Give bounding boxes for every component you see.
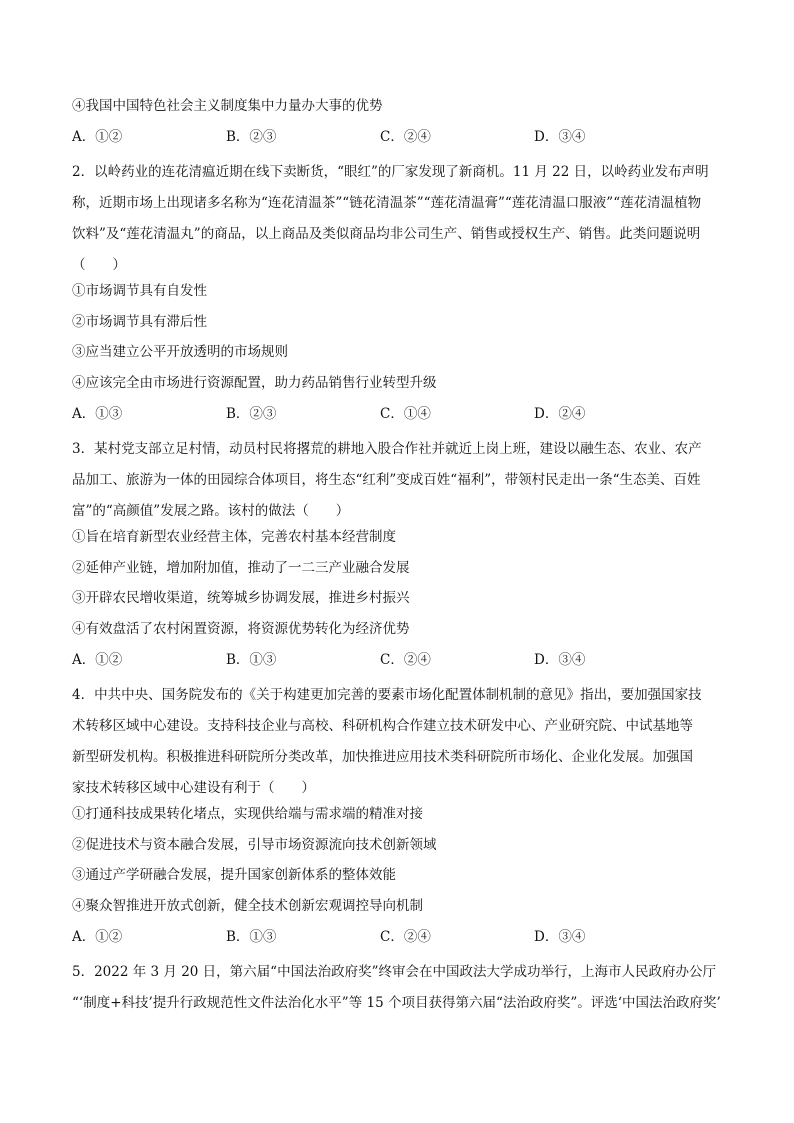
option-2: ②市场调节具有滞后性 [72,313,207,330]
choice-a[interactable]: A．①② [72,651,123,668]
stem-line: 称，近期市场上出现诸多名称为“连花清温茶”“链花清温茶”“莲花清温膏”“莲花清温口服液”“莲花清温植物 [72,195,702,212]
option-2: ②促进技术与资本融合发展，引导市场资源流向技术创新领域 [72,836,437,853]
stem-line: 3．某村党支部立足村情，动员村民将撂荒的耕地入股合作社并就近上岗上班，建设以融生态、农业、农产 [72,441,702,458]
question-list [72,96,732,1019]
choice-d[interactable]: D．③④ [534,651,586,668]
answer-choices [72,404,732,424]
question-stem [72,434,732,527]
stem-line: 5．2022 年 3 月 20 日，第六届“中国法治政府奖”终审会在中国政法大学成功举行，上海市人民政府办公厅 [72,964,716,981]
option-4: ④聚众智推进开放式创新，健全技术创新宏观调控导向机制 [72,897,423,914]
choice-c[interactable]: C．②④ [380,928,431,945]
choice-d[interactable]: D．③④ [534,128,586,145]
choice-b[interactable]: B．②③ [226,128,277,145]
option-2: ②延伸产业链，增加附加值，推动了一二三产业融合发展 [72,559,410,576]
stem-line: 饮料”及“莲花清温丸”的商品，以上商品及类似商品均非公司生产、销售或授权生产、销售。此类问题说明 [72,226,701,243]
option-3: ③通过产学研融合发展，提升国家创新体系的整体效能 [72,867,396,884]
option-4: ④有效盘活了农村闲置资源，将资源优势转化为经济优势 [72,620,410,637]
stem-line: 术转移区域中心建设。支持科技企业与高校、科研机构合作建立技术研发中心、产业研究院、中试基地等 [72,718,693,735]
stem-line: 新型研发机构。积极推进科研院所分类改革，加快推进应用技术类科研院所市场化、企业化发展。加强国 [72,749,693,766]
stem-line: （ ） [72,257,126,274]
choice-b[interactable]: B．①③ [226,651,277,668]
option-1: ①市场调节具有自发性 [72,283,207,300]
question-stem [72,157,732,281]
option-1: ①打通科技成果转化堵点，实现供给端与需求端的精准对接 [72,806,423,823]
question-5 [72,957,732,1019]
choice-b[interactable]: B．②③ [226,405,277,422]
choice-d[interactable]: D．②④ [534,405,586,422]
choice-a[interactable]: A．①② [72,128,123,145]
stem-line: 2．以岭药业的连花清瘟近期在线下卖断货，“眼红”的厂家发现了新商机。11 月 22 日，以岭药业发布声明 [72,164,709,181]
stem-line: 品加工、旅游为一体的田园综合体项目，将生态“红利”变成百姓“福利”，带领村民走出一条“生态美、百姓 [72,472,701,489]
option-1: ①旨在培育新型农业经营主体，完善农村基本经营制度 [72,529,396,546]
question-stem [72,957,732,1019]
question-2 [72,157,732,423]
stem-line: “‘制度+科技’提升行政规范性文件法治化水平”等 15 个项目获得第六届“法治政府奖”。评选‘中国法治政府奖’ [72,995,721,1012]
question-3 [72,434,732,669]
choice-a[interactable]: A．①② [72,928,123,945]
prev-option-4: ④我国中国特色社会主义制度集中力量办大事的优势 [72,98,383,114]
stem-line: 富”的“高颜值”发展之路。该村的做法（ ） [72,503,350,520]
answer-choices [72,650,732,670]
answer-choices [72,927,732,947]
question-stem [72,680,732,804]
choice-c[interactable]: C．②④ [380,651,431,668]
question-4 [72,680,732,946]
choice-d[interactable]: D．③④ [534,928,586,945]
stem-line: 家技术转移区域中心建设有利于（ ） [72,780,315,797]
choice-c[interactable]: C．①④ [380,405,431,422]
choice-a[interactable]: A．①③ [72,405,123,422]
option-3: ③开辟农民增收渠道，统筹城乡协调发展，推进乡村振兴 [72,590,410,607]
option-3: ③应当建立公平开放透明的市场规则 [72,344,288,361]
choice-c[interactable]: C．②④ [380,128,431,145]
prev-answer-choices [72,127,732,147]
stem-line: 4．中共中央、国务院发布的《关于构建更加完善的要素市场化配置体制机制的意见》指出，要加强国家技 [72,687,702,704]
option-4: ④应该完全由市场进行资源配置，助力药品销售行业转型升级 [72,374,437,391]
choice-b[interactable]: B．①③ [226,928,277,945]
